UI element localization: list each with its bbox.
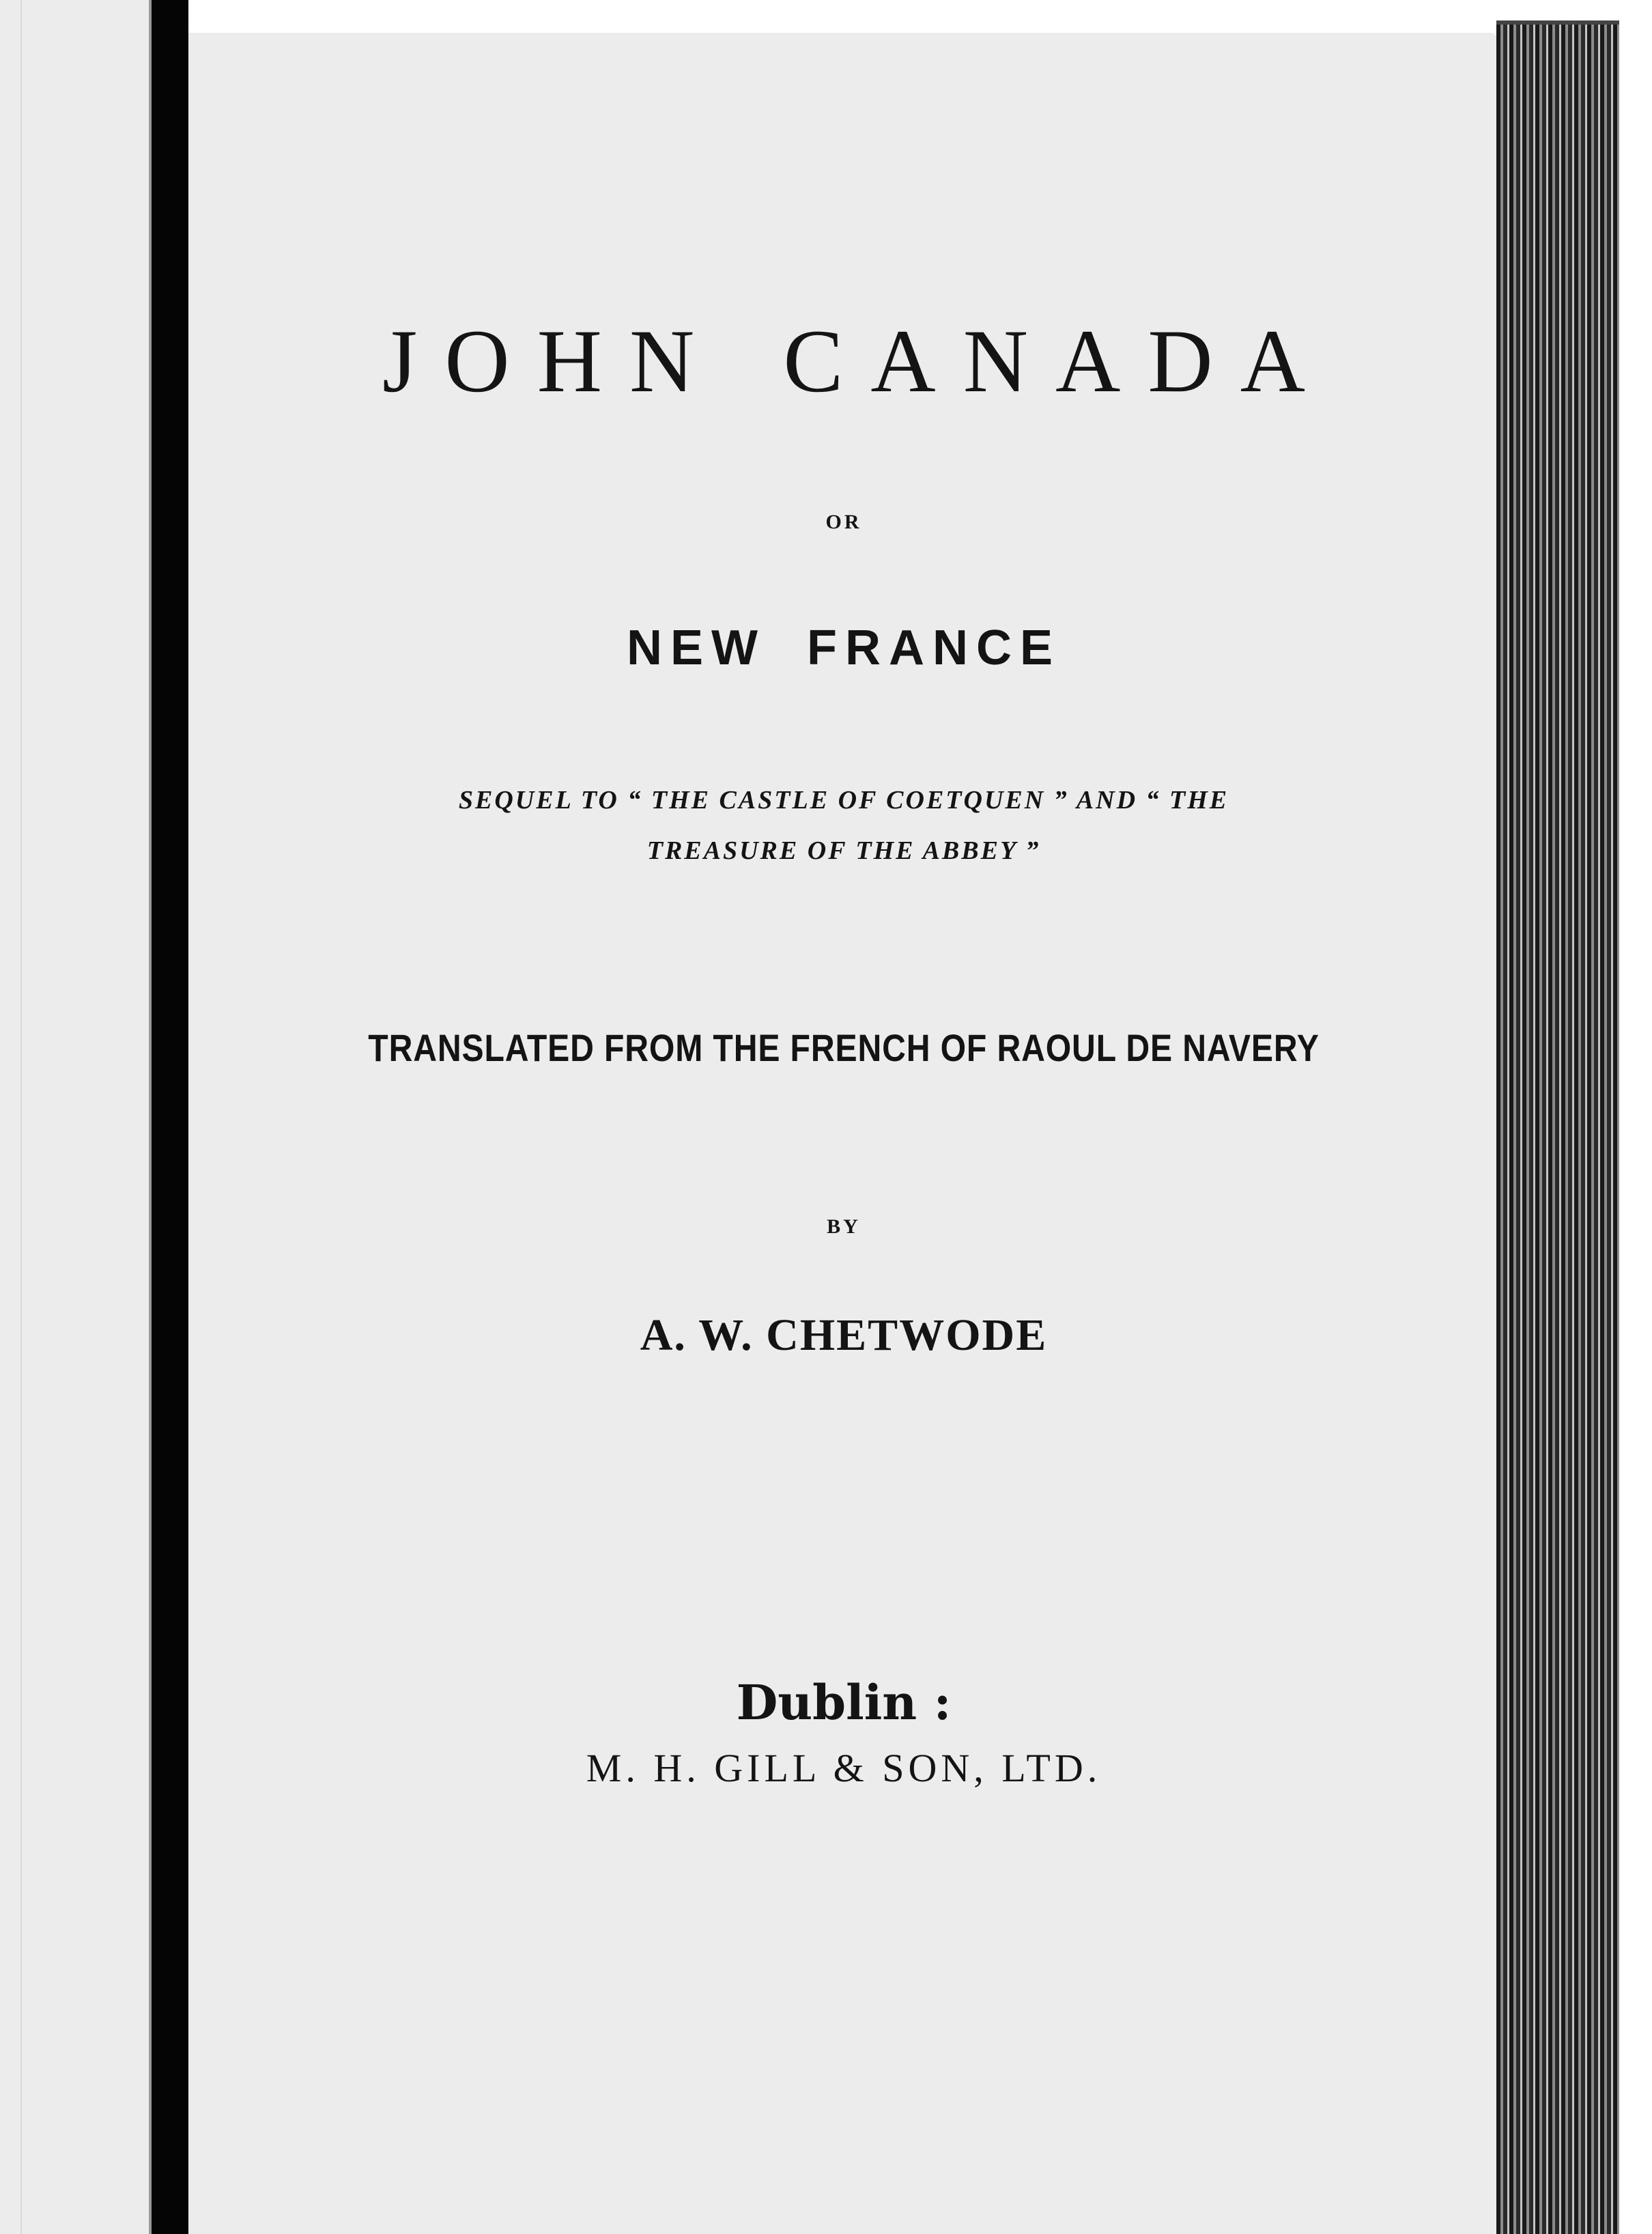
sequel-note-line1: SEQUEL TO “ THE CASTLE OF COETQUEN ” AND “ THE <box>458 786 1229 815</box>
title-word-john: JOHN <box>382 311 722 411</box>
facing-page <box>0 0 152 2234</box>
translation-credit: TRANSLATED FROM THE FRENCH OF RAOUL DE NAVERY <box>368 1026 1320 1069</box>
or-connector: OR <box>825 511 862 533</box>
book-subtitle <box>188 620 1499 676</box>
book-gutter <box>152 0 188 2234</box>
translator-name: A. W. CHETWODE <box>640 1310 1048 1360</box>
publisher-name: M. H. GILL & SON, LTD. <box>586 1746 1102 1790</box>
publication-city: Dublin : <box>736 1674 952 1731</box>
facing-page-edge <box>20 0 22 2234</box>
book-title <box>188 309 1499 413</box>
title-word-canada: CANADA <box>783 311 1333 411</box>
sequel-note-line2: TREASURE OF THE ABBEY ” <box>646 836 1041 865</box>
page-block-edges <box>1496 25 1619 2234</box>
scan-margin <box>1619 25 1652 2234</box>
subtitle-word-france: FRANCE <box>806 621 1061 675</box>
subtitle-word-new: NEW <box>627 621 766 675</box>
by-label: BY <box>827 1215 861 1238</box>
